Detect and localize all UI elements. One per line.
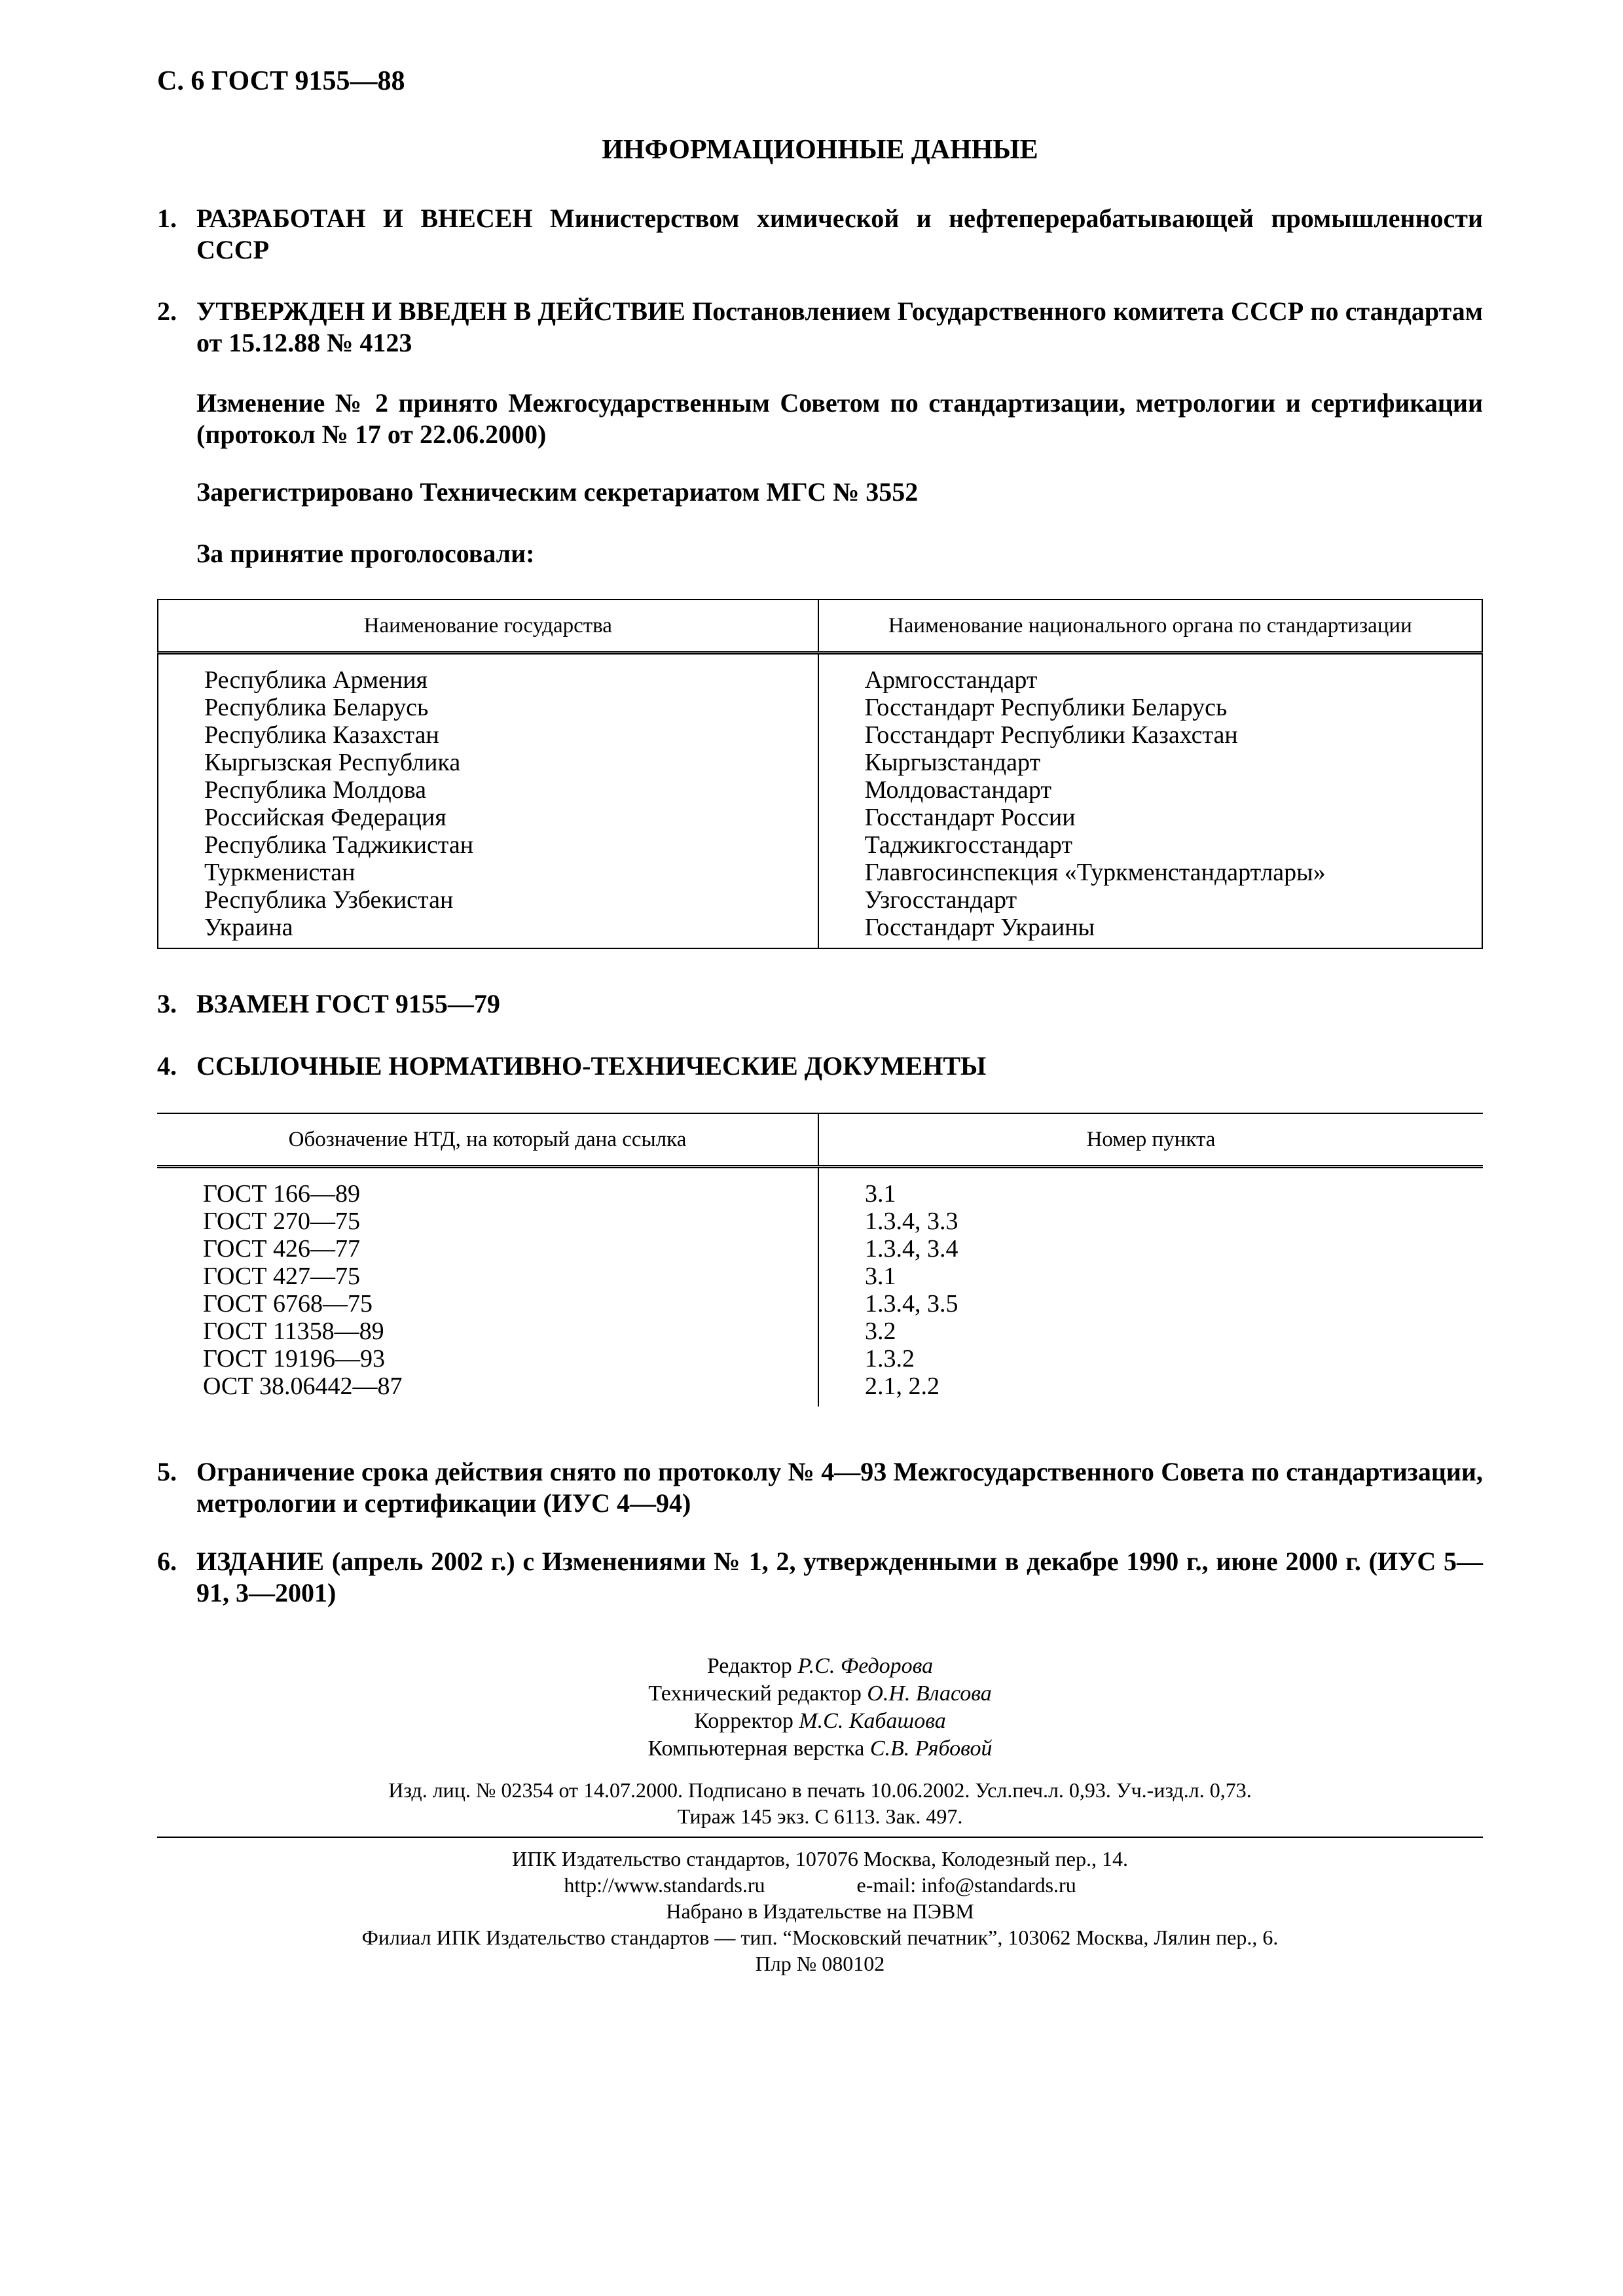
table-cell: ОСТ 38.06442—87 bbox=[203, 1372, 403, 1400]
table-cell: Главгосинспекция «Туркменстандартлары» bbox=[864, 859, 1326, 886]
publication-line-1: Изд. лиц. № 02354 от 14.07.2000. Подписано в печать 10.06.2002. Усл.печ.л. 0,93. Уч.-изд.л. 0,73. bbox=[388, 1778, 1252, 1802]
table-cell: 1.3.4, 3.4 bbox=[865, 1235, 958, 1263]
table-cell: Госстандарт Республики Беларусь bbox=[864, 694, 1228, 721]
table-cell: Госстандарт России bbox=[864, 804, 1076, 831]
table-cell: Республика Армения bbox=[204, 666, 428, 694]
table-cell: Кыргызская Республика bbox=[204, 749, 461, 776]
item-5 bbox=[157, 1456, 1483, 1519]
table-cell: 3.1 bbox=[865, 1263, 896, 1290]
credit-name: М.С. Кабашова bbox=[799, 1709, 946, 1733]
item-1 bbox=[157, 203, 1483, 266]
table-cell: Госстандарт Республики Казахстан bbox=[864, 721, 1238, 749]
page-title: ИНФОРМАЦИОННЫЕ ДАННЫЕ bbox=[602, 135, 1038, 165]
table-cell: Молдовастандарт bbox=[864, 776, 1051, 804]
item-5-text: Ограничение срока действия снято по протоколу № 4—93 Межгосударственного Совета по стандартизации, метрологии и сертификации (ИУС 4—94) bbox=[196, 1457, 1483, 1518]
credit-role: Технический редактор bbox=[648, 1681, 862, 1706]
table-cell: Армгосстандарт bbox=[864, 666, 1038, 694]
table-cell: Туркменистан bbox=[204, 859, 356, 886]
references-table-col-clause bbox=[818, 1167, 1483, 1407]
item-2-text: УТВЕРЖДЕН И ВВЕДЕН В ДЕЙСТВИЕ Постановлением Государственного комитета СССР по стандартам от 15.12.88 № 4123 bbox=[196, 296, 1483, 357]
table-cell: ГОСТ 427—75 bbox=[203, 1263, 360, 1290]
item-4-number: 4. bbox=[157, 1051, 177, 1081]
table-cell: Республика Узбекистан bbox=[204, 886, 454, 914]
item-4-text: ССЫЛОЧНЫЕ НОРМАТИВНО-ТЕХНИЧЕСКИЕ ДОКУМЕНТЫ bbox=[196, 1051, 987, 1081]
credit-role: Редактор bbox=[706, 1654, 792, 1678]
table-cell: ГОСТ 19196—93 bbox=[203, 1345, 385, 1372]
table-cell: ГОСТ 426—77 bbox=[203, 1235, 360, 1263]
item-3 bbox=[157, 988, 1483, 1020]
credit-name: О.Н. Власова bbox=[867, 1681, 992, 1706]
table-cell: Госстандарт Украины bbox=[864, 914, 1095, 941]
table-cell: Российская Федерация bbox=[204, 804, 447, 831]
imprint-line-4: Филиал ИПК Издательство стандартов — тип. “Московский печатник”, 103062 Москва, Лялин пер., 6. bbox=[361, 1926, 1279, 1949]
credit-role: Компьютерная верстка bbox=[647, 1736, 865, 1761]
table-cell: Республика Казахстан bbox=[204, 721, 439, 749]
item-1-text: РАЗРАБОТАН И ВНЕСЕН Министерством химической и нефтеперерабатывающей промышленности СССР bbox=[196, 204, 1483, 264]
item-3-number: 3. bbox=[157, 989, 177, 1018]
credit-role: Корректор bbox=[694, 1709, 793, 1733]
table-cell: Республика Таджикистан bbox=[204, 831, 474, 859]
item-6-text: ИЗДАНИЕ (апрель 2002 г.) с Изменениями № 1, 2, утвержденными в декабре 1990 г., июне 2000 г. (ИУС 5—91, 3—2001) bbox=[196, 1547, 1483, 1607]
item-2-change-note: Изменение № 2 принято Межгосударственным Советом по стандартизации, метрологии и сертификации (протокол № 17 от 22.06.2000) bbox=[196, 388, 1483, 449]
table-header-row bbox=[158, 600, 1482, 653]
table-cell: 1.3.2 bbox=[865, 1345, 915, 1372]
item-6-number: 6. bbox=[157, 1547, 177, 1576]
credit-name: С.В. Рябовой bbox=[869, 1736, 993, 1761]
table-cell: 3.2 bbox=[865, 1318, 896, 1345]
credits-block bbox=[157, 1653, 1483, 1763]
references-table-header-clause: Номер пункта bbox=[818, 1113, 1483, 1167]
credit-editor bbox=[157, 1653, 1483, 1680]
table-cell: ГОСТ 166—89 bbox=[203, 1180, 360, 1208]
credit-name: Р.С. Федорова bbox=[797, 1654, 934, 1678]
item-2-registration: Зарегистрировано Техническим секретариатом МГС № 3552 bbox=[196, 477, 919, 507]
item-2-number: 2. bbox=[157, 296, 177, 326]
table-cell: 1.3.4, 3.3 bbox=[865, 1208, 958, 1235]
divider bbox=[157, 1837, 1483, 1838]
publication-line-2: Тираж 145 экз. С 6113. Зак. 497. bbox=[677, 1804, 963, 1828]
states-table-header-state: Наименование государства bbox=[158, 600, 818, 653]
table-cell: Узгосстандарт bbox=[864, 886, 1017, 914]
states-table bbox=[157, 599, 1483, 949]
table-cell: ГОСТ 6768—75 bbox=[203, 1290, 373, 1318]
references-table-col-doc bbox=[157, 1167, 818, 1407]
item-3-text: ВЗАМЕН ГОСТ 9155—79 bbox=[196, 989, 500, 1018]
table-cell: Республика Молдова bbox=[204, 776, 427, 804]
table-cell: Украина bbox=[204, 914, 293, 941]
table-cell: 1.3.4, 3.5 bbox=[865, 1290, 958, 1318]
table-cell: ГОСТ 270—75 bbox=[203, 1208, 360, 1235]
table-cell: Кыргызстандарт bbox=[864, 749, 1041, 776]
email-link[interactable]: e-mail: info@standards.ru bbox=[856, 1873, 1076, 1897]
credit-tech-editor bbox=[157, 1680, 1483, 1708]
item-2-voted-heading: За принятие проголосовали: bbox=[196, 539, 535, 568]
item-4 bbox=[157, 1050, 1483, 1082]
references-table-header-doc: Обозначение НТД, на который дана ссылка bbox=[157, 1113, 818, 1167]
states-table-col-body bbox=[818, 653, 1482, 949]
table-cell: Республика Беларусь bbox=[204, 694, 429, 721]
table-body-row bbox=[158, 653, 1482, 949]
item-6 bbox=[157, 1546, 1483, 1609]
table-cell: Таджикгосстандарт bbox=[864, 831, 1073, 859]
imprint-block bbox=[157, 1846, 1483, 1977]
page-header: С. 6 ГОСТ 9155—88 bbox=[157, 66, 405, 96]
table-body-row bbox=[157, 1167, 1483, 1407]
imprint-line-5: Плр № 080102 bbox=[755, 1952, 885, 1975]
imprint-line-1: ИПК Издательство стандартов, 107076 Москва, Колодезный пер., 14. bbox=[512, 1847, 1128, 1871]
imprint-contacts bbox=[157, 1872, 1483, 1898]
credit-proofreader bbox=[157, 1708, 1483, 1735]
item-5-number: 5. bbox=[157, 1457, 177, 1486]
references-table bbox=[157, 1113, 1483, 1407]
publication-details bbox=[157, 1777, 1483, 1829]
item-2 bbox=[157, 296, 1483, 359]
states-table-col-state bbox=[158, 653, 818, 949]
imprint-line-3: Набрано в Издательстве на ПЭВМ bbox=[666, 1899, 974, 1923]
table-cell: ГОСТ 11358—89 bbox=[203, 1318, 384, 1345]
table-cell: 2.1, 2.2 bbox=[865, 1372, 939, 1400]
item-1-number: 1. bbox=[157, 204, 177, 233]
table-cell: 3.1 bbox=[865, 1180, 896, 1208]
table-header-row bbox=[157, 1113, 1483, 1167]
website-link[interactable]: http://www.standards.ru bbox=[564, 1873, 765, 1897]
states-table-header-body: Наименование национального органа по стандартизации bbox=[818, 600, 1482, 653]
credit-layout bbox=[157, 1735, 1483, 1763]
